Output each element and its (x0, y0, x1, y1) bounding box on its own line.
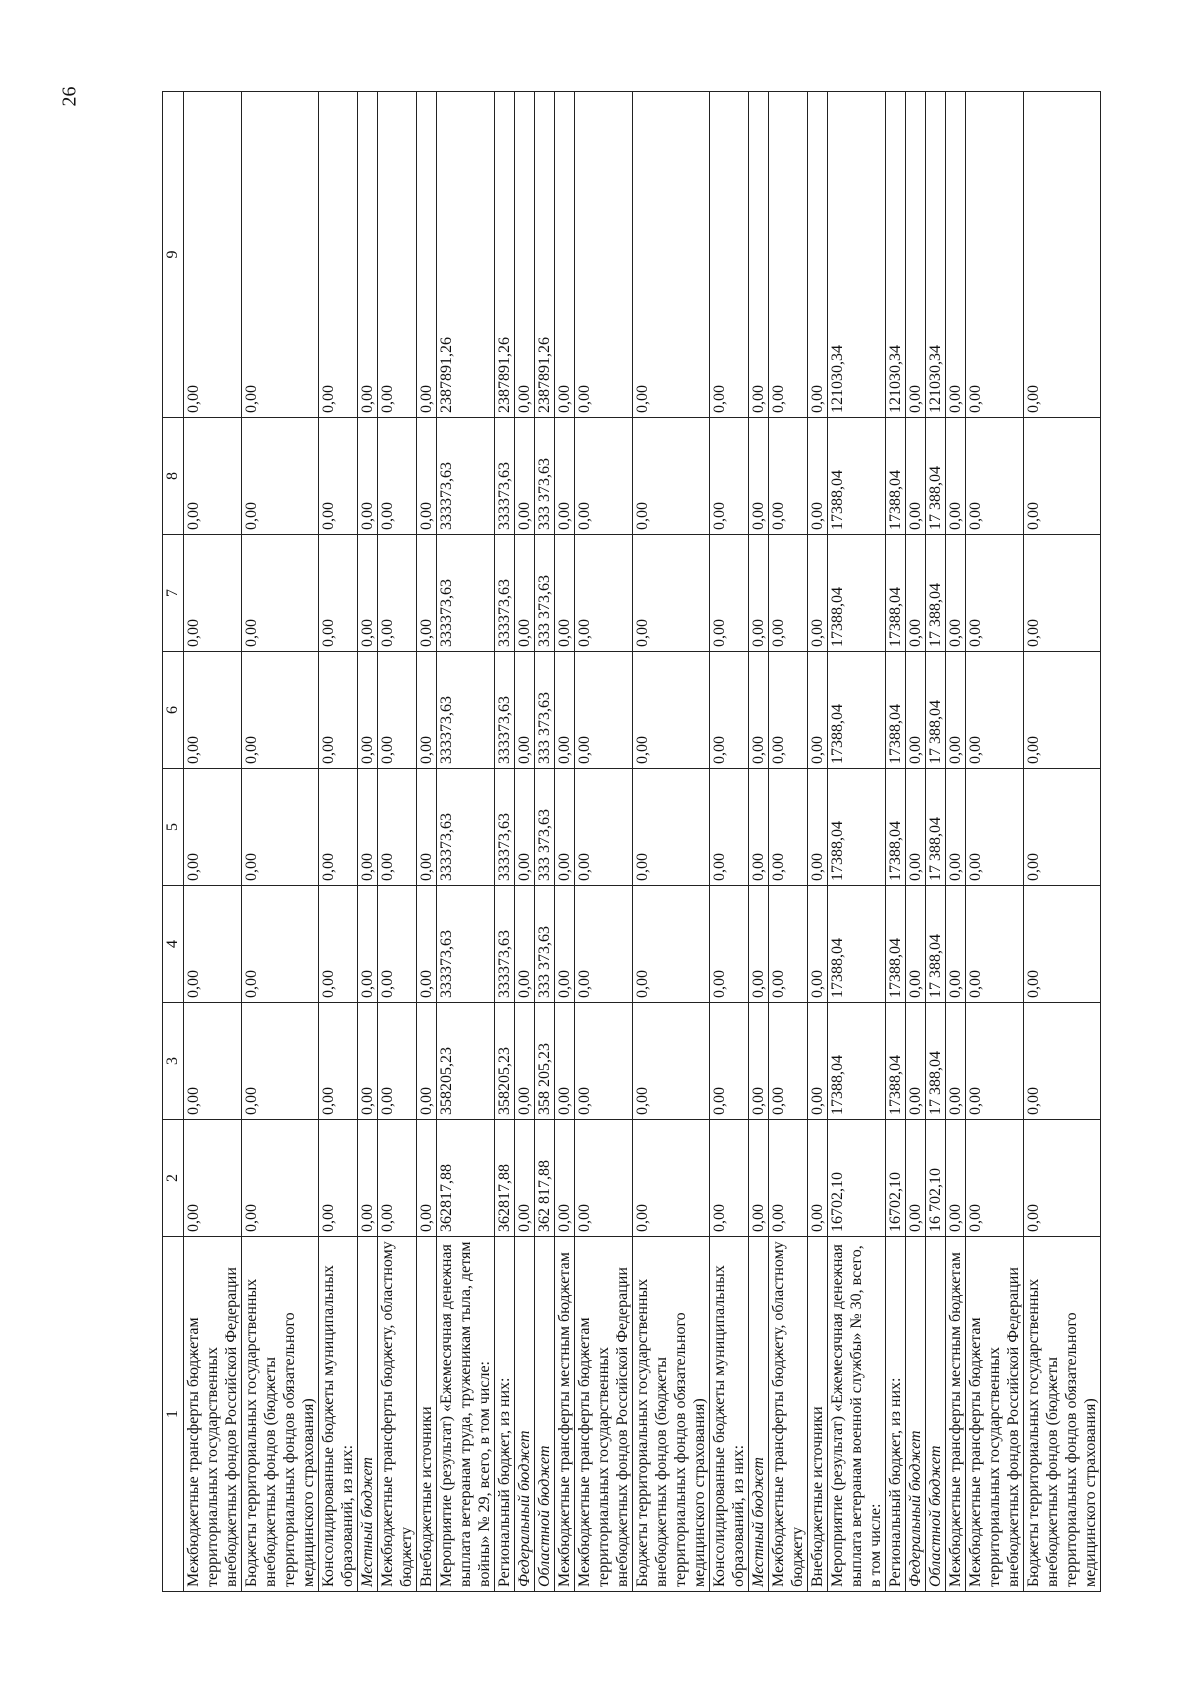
value-cell: 0,00 (555, 418, 575, 535)
value-cell: 0,00 (515, 652, 535, 769)
value-cell: 0,00 (358, 418, 378, 535)
row-label: Федеральный бюджет (515, 1237, 535, 1592)
column-header: 5 (163, 769, 184, 886)
value-cell: 333373,63 (495, 418, 515, 535)
value-cell: 121030,34 (926, 92, 946, 418)
value-cell: 0,00 (358, 769, 378, 886)
value-cell: 0,00 (749, 1003, 769, 1120)
row-label: Региональный бюджет, из них: (886, 1237, 906, 1592)
row-label: Межбюджетные трансферты бюджету, областному бюджету (769, 1237, 808, 1592)
value-cell: 0,00 (242, 769, 319, 886)
value-cell: 0,00 (966, 535, 1024, 652)
value-cell: 0,00 (710, 92, 749, 418)
value-cell: 0,00 (378, 769, 417, 886)
value-cell: 17388,04 (886, 1003, 906, 1120)
value-cell: 0,00 (319, 418, 358, 535)
value-cell: 0,00 (966, 92, 1024, 418)
value-cell: 0,00 (906, 886, 926, 1003)
value-cell: 2387891,26 (535, 92, 555, 418)
value-cell: 0,00 (378, 1120, 417, 1237)
value-cell: 0,00 (515, 886, 535, 1003)
value-cell: 333373,63 (437, 418, 495, 535)
value-cell: 0,00 (575, 535, 633, 652)
value-cell: 0,00 (378, 652, 417, 769)
value-cell: 0,00 (633, 1120, 710, 1237)
value-cell: 0,00 (515, 92, 535, 418)
row-label: Консолидированные бюджеты муниципальных образований, из них: (710, 1237, 749, 1592)
value-cell: 333 373,63 (535, 769, 555, 886)
table-row (242, 92, 319, 1592)
row-label: Региональный бюджет, из них: (495, 1237, 515, 1592)
value-cell: 333373,63 (495, 652, 515, 769)
value-cell: 0,00 (378, 418, 417, 535)
value-cell: 17388,04 (828, 1003, 886, 1120)
value-cell: 16702,10 (828, 1120, 886, 1237)
value-cell: 0,00 (184, 92, 242, 418)
value-cell: 0,00 (242, 418, 319, 535)
value-cell: 0,00 (633, 769, 710, 886)
value-cell: 0,00 (417, 1003, 437, 1120)
row-label: Внебюджетные источники (417, 1237, 437, 1592)
value-cell: 0,00 (946, 1003, 966, 1120)
value-cell: 0,00 (184, 886, 242, 1003)
value-cell: 0,00 (555, 652, 575, 769)
row-label: Межбюджетные трансферты бюджетам территориальных государственных внебюджетных фондов Российской Федерации (575, 1237, 633, 1592)
table-row (769, 92, 808, 1592)
value-cell: 17388,04 (828, 418, 886, 535)
row-label: Областной бюджет (535, 1237, 555, 1592)
column-header: 2 (163, 1120, 184, 1237)
table-row (495, 92, 515, 1592)
table-row (184, 92, 242, 1592)
value-cell: 0,00 (769, 535, 808, 652)
value-cell: 0,00 (808, 1120, 828, 1237)
value-cell: 0,00 (575, 418, 633, 535)
value-cell: 16702,10 (886, 1120, 906, 1237)
value-cell: 0,00 (966, 769, 1024, 886)
value-cell: 0,00 (808, 1003, 828, 1120)
value-cell: 0,00 (749, 535, 769, 652)
value-cell: 17388,04 (886, 769, 906, 886)
value-cell: 17 388,04 (926, 1003, 946, 1120)
value-cell: 0,00 (906, 92, 926, 418)
value-cell: 0,00 (1024, 886, 1101, 1003)
value-cell: 0,00 (319, 652, 358, 769)
value-cell: 0,00 (946, 886, 966, 1003)
value-cell: 0,00 (710, 535, 749, 652)
value-cell: 17 388,04 (926, 886, 946, 1003)
value-cell: 0,00 (710, 769, 749, 886)
value-cell: 333 373,63 (535, 886, 555, 1003)
value-cell: 0,00 (966, 886, 1024, 1003)
value-cell: 0,00 (242, 92, 319, 418)
value-cell: 0,00 (515, 769, 535, 886)
value-cell: 0,00 (808, 652, 828, 769)
value-cell: 2387891,26 (495, 92, 515, 418)
value-cell: 0,00 (906, 769, 926, 886)
value-cell: 0,00 (417, 535, 437, 652)
value-cell: 0,00 (184, 1003, 242, 1120)
value-cell: 0,00 (710, 418, 749, 535)
row-label: Местный бюджет (749, 1237, 769, 1592)
value-cell: 0,00 (555, 1120, 575, 1237)
table-row (906, 92, 926, 1592)
table-row (828, 92, 886, 1592)
column-header: 9 (163, 92, 184, 418)
value-cell: 0,00 (319, 769, 358, 886)
value-cell: 0,00 (946, 769, 966, 886)
row-label: Бюджеты территориальных государственных внебюджетных фондов (бюджеты территориальных фондов обязательного медицинского страхования) (633, 1237, 710, 1592)
value-cell: 0,00 (769, 1120, 808, 1237)
rotated-table-container (162, 92, 1099, 1592)
table-row (886, 92, 906, 1592)
value-cell: 0,00 (808, 769, 828, 886)
value-cell: 0,00 (906, 652, 926, 769)
value-cell: 0,00 (1024, 652, 1101, 769)
value-cell: 0,00 (769, 652, 808, 769)
table-row (710, 92, 749, 1592)
value-cell: 0,00 (966, 1120, 1024, 1237)
value-cell: 0,00 (575, 886, 633, 1003)
row-label: Мероприятие (результат) «Ежемесячная денежная выплата ветеранам труда, труженикам тыла, детям войны» № 29, всего, в том числе: (437, 1237, 495, 1592)
value-cell: 0,00 (1024, 769, 1101, 886)
value-cell: 17388,04 (828, 886, 886, 1003)
value-cell: 0,00 (184, 418, 242, 535)
value-cell: 333373,63 (495, 886, 515, 1003)
value-cell: 0,00 (906, 418, 926, 535)
value-cell: 17 388,04 (926, 535, 946, 652)
value-cell: 0,00 (966, 652, 1024, 769)
row-label: Межбюджетные трансферты местным бюджетам (946, 1237, 966, 1592)
value-cell: 0,00 (575, 92, 633, 418)
value-cell: 0,00 (515, 418, 535, 535)
value-cell: 0,00 (906, 1003, 926, 1120)
value-cell: 0,00 (319, 1120, 358, 1237)
value-cell: 0,00 (633, 886, 710, 1003)
row-label: Межбюджетные трансферты бюджетам территориальных государственных внебюджетных фондов Российской Федерации (966, 1237, 1024, 1592)
row-label: Бюджеты территориальных государственных внебюджетных фондов (бюджеты территориальных фондов обязательного медицинского страхования) (1024, 1237, 1101, 1592)
row-label: Областной бюджет (926, 1237, 946, 1592)
value-cell: 0,00 (242, 886, 319, 1003)
value-cell: 362817,88 (495, 1120, 515, 1237)
value-cell: 17388,04 (886, 652, 906, 769)
value-cell: 0,00 (749, 652, 769, 769)
value-cell: 358 205,23 (535, 1003, 555, 1120)
value-cell: 16 702,10 (926, 1120, 946, 1237)
value-cell: 0,00 (242, 652, 319, 769)
value-cell: 333373,63 (437, 535, 495, 652)
value-cell: 0,00 (946, 1120, 966, 1237)
value-cell: 0,00 (575, 769, 633, 886)
value-cell: 0,00 (906, 535, 926, 652)
value-cell: 0,00 (575, 1120, 633, 1237)
value-cell: 0,00 (749, 92, 769, 418)
value-cell: 0,00 (242, 1003, 319, 1120)
value-cell: 0,00 (319, 1003, 358, 1120)
row-label: Федеральный бюджет (906, 1237, 926, 1592)
column-header: 8 (163, 418, 184, 535)
value-cell: 121030,34 (828, 92, 886, 418)
table-row (437, 92, 495, 1592)
value-cell: 362 817,88 (535, 1120, 555, 1237)
value-cell: 17388,04 (886, 535, 906, 652)
value-cell: 0,00 (1024, 535, 1101, 652)
value-cell: 0,00 (1024, 1003, 1101, 1120)
value-cell: 0,00 (633, 535, 710, 652)
value-cell: 0,00 (769, 1003, 808, 1120)
value-cell: 0,00 (417, 652, 437, 769)
value-cell: 0,00 (808, 886, 828, 1003)
value-cell: 0,00 (319, 92, 358, 418)
value-cell: 333 373,63 (535, 418, 555, 535)
value-cell: 17388,04 (886, 886, 906, 1003)
value-cell: 0,00 (710, 1120, 749, 1237)
value-cell: 0,00 (184, 769, 242, 886)
value-cell: 0,00 (946, 418, 966, 535)
value-cell: 0,00 (417, 769, 437, 886)
column-header: 6 (163, 652, 184, 769)
value-cell: 0,00 (633, 652, 710, 769)
value-cell: 0,00 (575, 1003, 633, 1120)
value-cell: 0,00 (749, 418, 769, 535)
value-cell: 0,00 (808, 418, 828, 535)
value-cell: 0,00 (515, 1003, 535, 1120)
table-row (417, 92, 437, 1592)
table-row (966, 92, 1024, 1592)
row-label: Местный бюджет (358, 1237, 378, 1592)
table-row (1024, 92, 1101, 1592)
value-cell: 0,00 (319, 535, 358, 652)
value-cell: 0,00 (378, 92, 417, 418)
value-cell: 0,00 (184, 535, 242, 652)
row-label: Внебюджетные источники (808, 1237, 828, 1592)
value-cell: 0,00 (358, 1003, 378, 1120)
value-cell: 333373,63 (437, 652, 495, 769)
row-label: Бюджеты территориальных государственных внебюджетных фондов (бюджеты территориальных фондов обязательного медицинского страхования) (242, 1237, 319, 1592)
table-row (535, 92, 555, 1592)
value-cell: 0,00 (906, 1120, 926, 1237)
value-cell: 0,00 (633, 1003, 710, 1120)
value-cell: 0,00 (378, 886, 417, 1003)
value-cell: 0,00 (378, 1003, 417, 1120)
table-row (358, 92, 378, 1592)
value-cell: 0,00 (555, 535, 575, 652)
table-row (946, 92, 966, 1592)
value-cell: 17 388,04 (926, 769, 946, 886)
value-cell: 0,00 (378, 535, 417, 652)
value-cell: 333 373,63 (535, 535, 555, 652)
value-cell: 0,00 (515, 1120, 535, 1237)
value-cell: 333 373,63 (535, 652, 555, 769)
value-cell: 0,00 (417, 418, 437, 535)
column-header: 4 (163, 886, 184, 1003)
value-cell: 0,00 (749, 1120, 769, 1237)
column-header: 1 (163, 1237, 184, 1592)
value-cell: 17388,04 (828, 652, 886, 769)
value-cell: 0,00 (769, 92, 808, 418)
column-header: 7 (163, 535, 184, 652)
value-cell: 0,00 (1024, 418, 1101, 535)
value-cell: 0,00 (358, 92, 378, 418)
table-row (515, 92, 535, 1592)
value-cell: 0,00 (358, 1120, 378, 1237)
value-cell: 333373,63 (495, 535, 515, 652)
row-label: Межбюджетные трансферты бюджетам территориальных государственных внебюджетных фондов Российской Федерации (184, 1237, 242, 1592)
value-cell: 0,00 (358, 886, 378, 1003)
value-cell: 17 388,04 (926, 652, 946, 769)
row-label: Мероприятие (результат) «Ежемесячная денежная выплата ветеранам военной службы» № 30, всего, в том числе: (828, 1237, 886, 1592)
value-cell: 0,00 (710, 886, 749, 1003)
value-cell: 0,00 (749, 769, 769, 886)
table-row (633, 92, 710, 1592)
value-cell: 17388,04 (828, 769, 886, 886)
value-cell: 0,00 (710, 652, 749, 769)
row-label: Межбюджетные трансферты бюджету, областному бюджету (378, 1237, 417, 1592)
value-cell: 0,00 (555, 1003, 575, 1120)
table-row (749, 92, 769, 1592)
table-row (319, 92, 358, 1592)
value-cell: 0,00 (358, 535, 378, 652)
value-cell: 0,00 (769, 886, 808, 1003)
value-cell: 0,00 (555, 92, 575, 418)
value-cell: 2387891,26 (437, 92, 495, 418)
value-cell: 0,00 (184, 652, 242, 769)
value-cell: 0,00 (808, 535, 828, 652)
value-cell: 0,00 (417, 1120, 437, 1237)
value-cell: 0,00 (946, 652, 966, 769)
value-cell: 358205,23 (437, 1003, 495, 1120)
value-cell: 358205,23 (495, 1003, 515, 1120)
value-cell: 0,00 (946, 92, 966, 418)
value-cell: 17 388,04 (926, 418, 946, 535)
value-cell: 0,00 (808, 92, 828, 418)
value-cell: 333373,63 (495, 769, 515, 886)
header-row (163, 92, 184, 1592)
page-number: 26 (58, 86, 81, 107)
value-cell: 0,00 (769, 418, 808, 535)
value-cell: 362817,88 (437, 1120, 495, 1237)
value-cell: 0,00 (555, 769, 575, 886)
row-label: Межбюджетные трансферты местным бюджетам (555, 1237, 575, 1592)
value-cell: 0,00 (417, 92, 437, 418)
table-row (378, 92, 417, 1592)
table-row (926, 92, 946, 1592)
value-cell: 0,00 (417, 886, 437, 1003)
value-cell: 0,00 (966, 1003, 1024, 1120)
value-cell: 0,00 (710, 1003, 749, 1120)
value-cell: 0,00 (575, 652, 633, 769)
table-row (808, 92, 828, 1592)
value-cell: 0,00 (555, 886, 575, 1003)
column-header: 3 (163, 1003, 184, 1120)
value-cell: 0,00 (358, 652, 378, 769)
table-row (555, 92, 575, 1592)
value-cell: 17388,04 (828, 535, 886, 652)
value-cell: 0,00 (319, 886, 358, 1003)
value-cell: 0,00 (184, 1120, 242, 1237)
value-cell: 0,00 (966, 418, 1024, 535)
value-cell: 17388,04 (886, 418, 906, 535)
value-cell: 333373,63 (437, 769, 495, 886)
table-body (184, 92, 1101, 1592)
value-cell: 0,00 (242, 1120, 319, 1237)
value-cell: 0,00 (633, 92, 710, 418)
value-cell: 333373,63 (437, 886, 495, 1003)
value-cell: 0,00 (1024, 1120, 1101, 1237)
value-cell: 0,00 (242, 535, 319, 652)
value-cell: 121030,34 (886, 92, 906, 418)
value-cell: 0,00 (749, 886, 769, 1003)
value-cell: 0,00 (769, 769, 808, 886)
row-label: Консолидированные бюджеты муниципальных образований, из них: (319, 1237, 358, 1592)
budget-table (162, 91, 1101, 1592)
value-cell: 0,00 (946, 535, 966, 652)
value-cell: 0,00 (633, 418, 710, 535)
value-cell: 0,00 (1024, 92, 1101, 418)
table-row (575, 92, 633, 1592)
value-cell: 0,00 (515, 535, 535, 652)
